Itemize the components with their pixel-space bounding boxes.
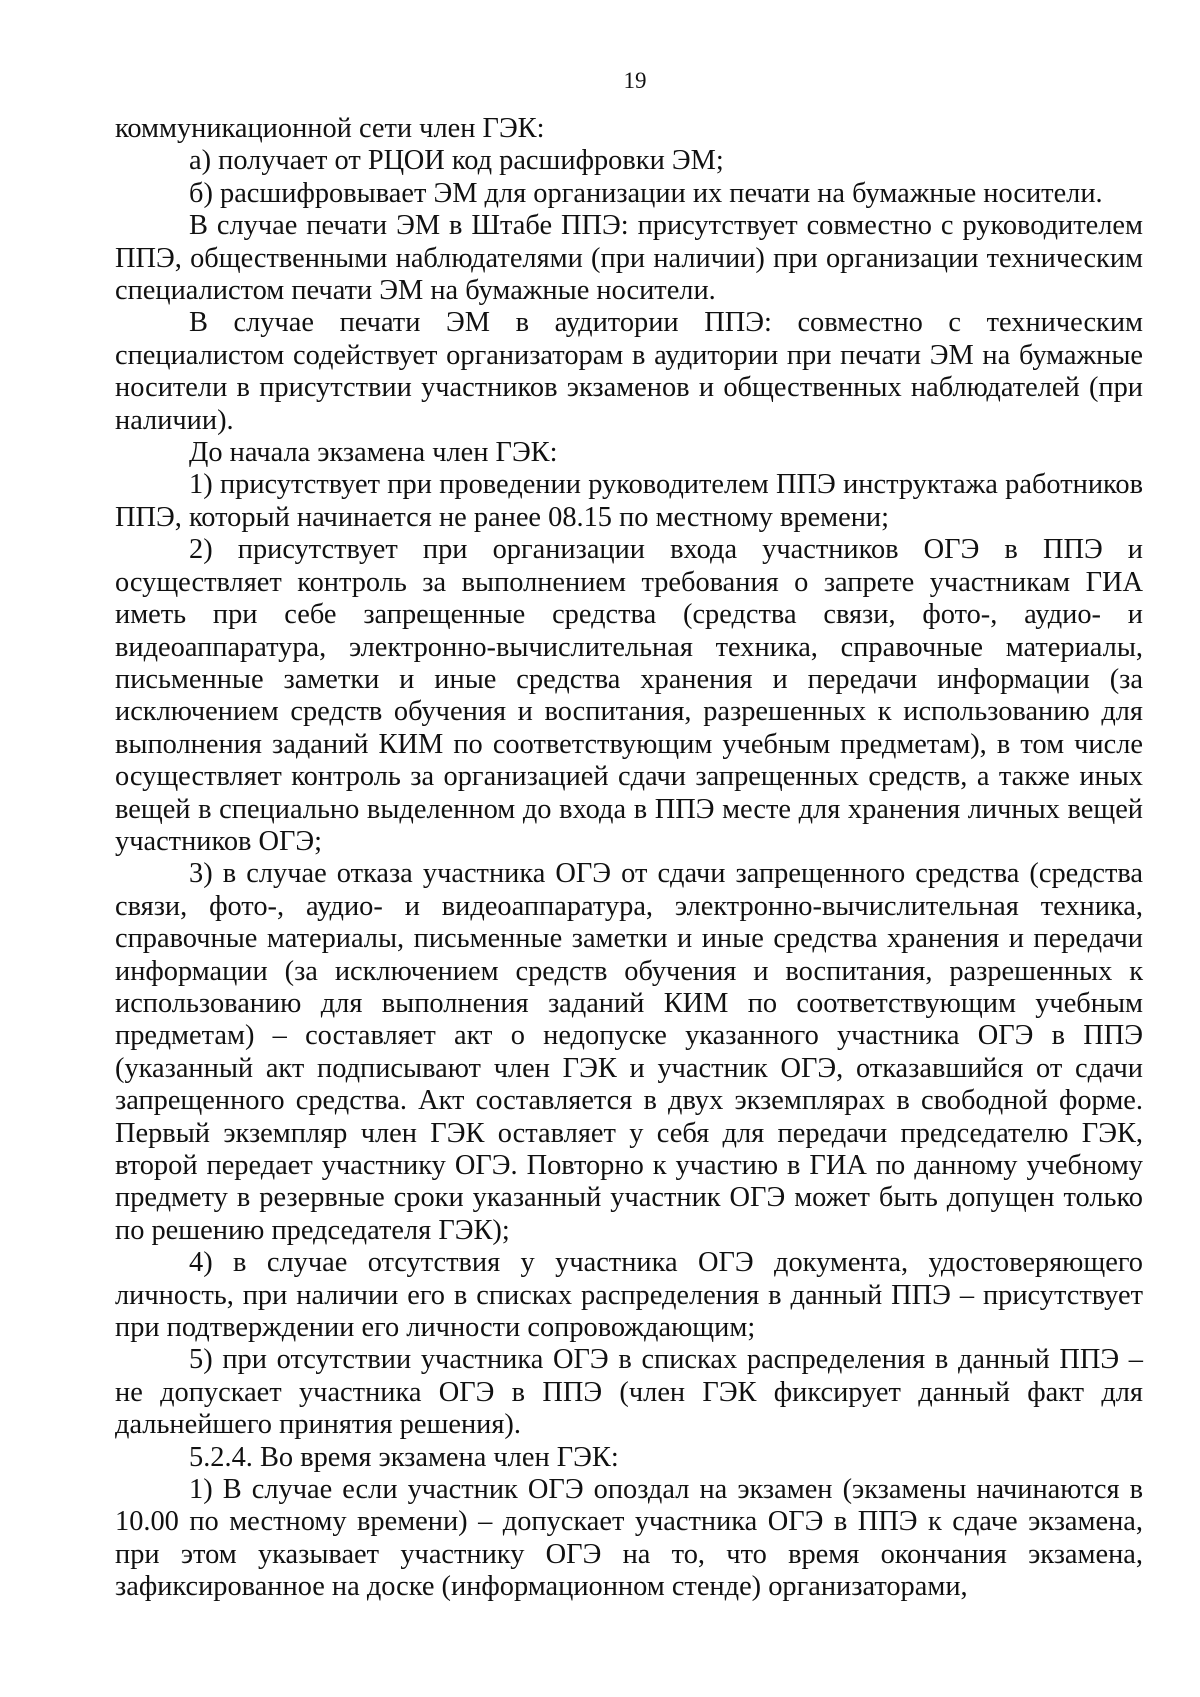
- paragraph: а) получает от РЦОИ код расшифровки ЭМ;: [189, 145, 724, 177]
- paragraph: 1) присутствует при проведении руководителем ППЭ инструктажа работников ППЭ, который начинается не ранее 08.15 по местному времени;: [115, 469, 1143, 533]
- paragraph: 5.2.4. Во время экзамена член ГЭК:: [189, 1441, 619, 1473]
- paragraph: 1) В случае если участник ОГЭ опоздал на экзамен (экзамены начинаются в 10.00 по местному времени) – допускает участника ОГЭ в ППЭ к сдаче экзамена, при этом указывает участнику ОГЭ на то, что время окончания экзамена, зафиксированное на доске (информационном стенде) организаторами,: [115, 1474, 1143, 1603]
- paragraph: 4) в случае отсутствия у участника ОГЭ документа, удостоверяющего личность, при наличии его в списках распределения в данный ППЭ – присутствует при подтверждении его личности сопровождающим;: [115, 1247, 1143, 1344]
- paragraph: б) расшифровывает ЭМ для организации их печати на бумажные носители.: [189, 177, 1103, 209]
- paragraph: До начала экзамена член ГЭК:: [189, 437, 558, 469]
- paragraph: В случае печати ЭМ в Штабе ППЭ: присутствует совместно с руководителем ППЭ, общественными наблюдателями (при наличии) при организации техническим специалистом печати ЭМ на бумажные носители.: [115, 210, 1143, 307]
- document-body: [115, 113, 1143, 1604]
- paragraph: 5) при отсутствии участника ОГЭ в списках распределения в данный ППЭ – не допускает участника ОГЭ в ППЭ (член ГЭК фиксирует данный факт для дальнейшего принятия решения).: [115, 1344, 1143, 1441]
- paragraph: В случае печати ЭМ в аудитории ППЭ: совместно с техническим специалистом содействует организаторам в аудитории при печати ЭМ на бумажные носители в присутствии участников экзаменов и общественных наблюдателей (при наличии).: [115, 307, 1143, 436]
- page-number: 19: [623, 68, 647, 93]
- paragraph: коммуникационной сети член ГЭК:: [115, 113, 545, 144]
- paragraph: 3) в случае отказа участника ОГЭ от сдачи запрещенного средства (средства связи, фото-, аудио- и видеоаппаратура, электронно-вычислительная техника, справочные материалы, письменные заметки и иные средства хранения и передачи информации (за исключением средств обучения и воспитания, разрешенных к использованию для выполнения заданий КИМ по соответствующим учебным предметам) – составляет акт о недопуске указанного участника ОГЭ в ППЭ (указанный акт подписывают член ГЭК и участник ОГЭ, отказавшийся от сдачи запрещенного средства. Акт составляется в двух экземплярах в свободной форме. Первый экземпляр член ГЭК оставляет у себя для передачи председателю ГЭК, второй передает участнику ОГЭ. Повторно к участию в ГИА по данному учебному предмету в резервные сроки указанный участник ОГЭ может быть допущен только по решению председателя ГЭК);: [115, 858, 1143, 1246]
- paragraph: 2) присутствует при организации входа участников ОГЭ в ППЭ и осуществляет контроль за выполнением требования о запрете участникам ГИА иметь при себе запрещенные средства (средства связи, фото-, аудио- и видеоаппаратура, электронно-вычислительная техника, справочные материалы, письменные заметки и иные средства хранения и передачи информации (за исключением средств обучения и воспитания, разрешенных к использованию для выполнения заданий КИМ по соответствующим учебным предметам), в том числе осуществляет контроль за организацией сдачи запрещенных средств, а также иных вещей в специально выделенном до входа в ППЭ месте для хранения личных вещей участников ОГЭ;: [115, 534, 1143, 857]
